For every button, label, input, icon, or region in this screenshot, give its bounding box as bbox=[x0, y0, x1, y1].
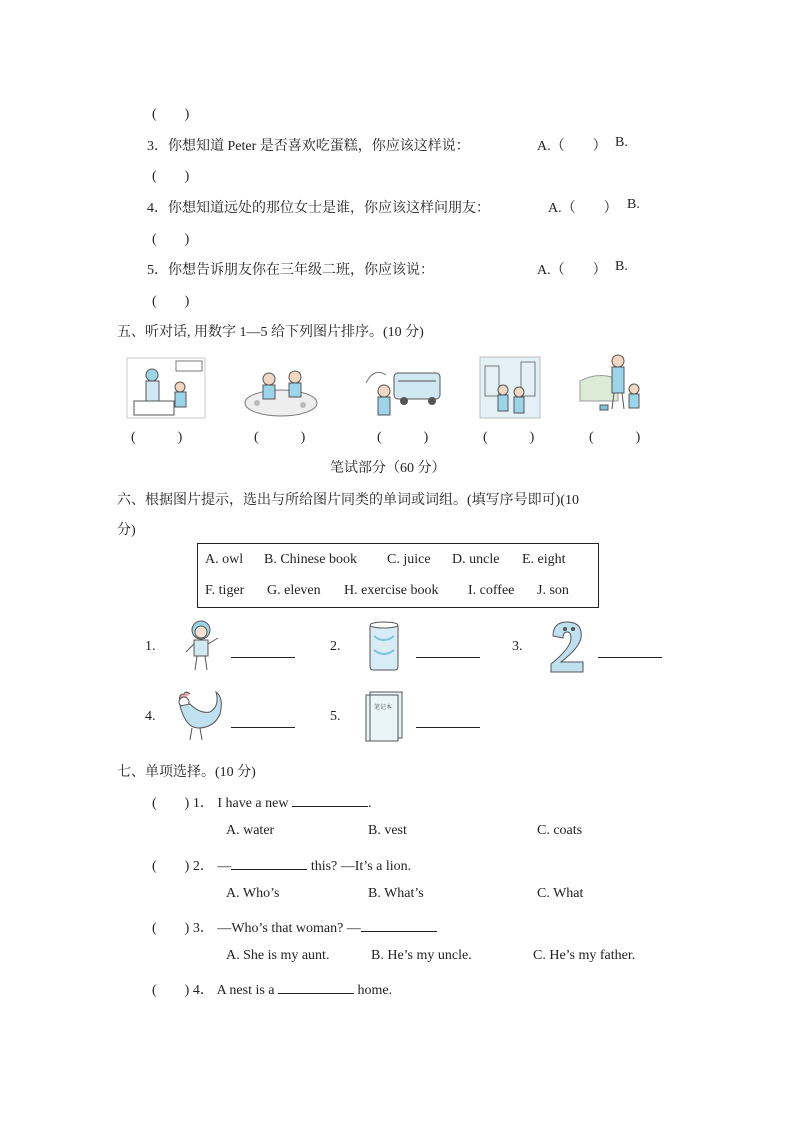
can-picture bbox=[366, 620, 404, 674]
answer-blank-1[interactable] bbox=[231, 656, 295, 658]
question-text: —Who’s that woman? — bbox=[217, 921, 361, 936]
answer-blank-5[interactable] bbox=[416, 726, 480, 728]
option-a-paren[interactable]: A.（ ） bbox=[548, 201, 618, 216]
section-7-title: 七、单项选择。(10 分) bbox=[117, 765, 256, 780]
picture-order-paren-3[interactable]: ( ) bbox=[377, 430, 429, 445]
written-part-heading: 笔试部分（60 分） bbox=[330, 461, 446, 476]
option-a-paren[interactable]: A.（ ） bbox=[537, 139, 607, 154]
word-option: A. owl bbox=[205, 552, 244, 567]
question-text: A nest is a bbox=[216, 983, 275, 998]
item-number: 3. bbox=[512, 639, 523, 654]
answer-paren[interactable]: ( ) 3． bbox=[152, 921, 214, 936]
picture-order-paren-2[interactable]: ( ) bbox=[254, 430, 306, 445]
word-option: F. tiger bbox=[205, 583, 245, 598]
item-number: 4. bbox=[145, 709, 156, 724]
number-two-picture bbox=[547, 620, 589, 674]
choice: B. vest bbox=[368, 823, 407, 838]
question-4-5: 5．你想告诉朋友你在三年级二班，你应该说： bbox=[147, 263, 434, 278]
picture-order-paren-1[interactable]: ( ) bbox=[131, 430, 183, 445]
option-b: B. bbox=[615, 259, 628, 274]
answer-paren[interactable]: ( ) 1． bbox=[152, 796, 214, 811]
choice: A. She is my aunt. bbox=[226, 948, 330, 963]
girl-picture bbox=[182, 618, 222, 674]
question-4-3: 3．你想知道 Peter 是否喜欢吃蛋糕，你应该这样说： bbox=[147, 139, 470, 154]
word-option: H. exercise book bbox=[344, 583, 439, 598]
word-option: B. Chinese book bbox=[264, 552, 357, 567]
word-option: C. juice bbox=[387, 552, 431, 567]
question-text-end: . bbox=[367, 796, 372, 811]
section-5-title: 五、听对话, 用数字 1—5 给下列图片排序。(10 分) bbox=[117, 325, 424, 340]
question-4-4: 4．你想知道远处的那位女士是谁，你应该这样问朋友： bbox=[147, 201, 490, 216]
listening-picture-2 bbox=[241, 365, 321, 420]
choice: C. He’s my father. bbox=[533, 948, 636, 963]
rooster-picture bbox=[170, 688, 226, 744]
choice: C. What bbox=[537, 886, 584, 901]
answer-paren[interactable]: ( ) 2． bbox=[152, 859, 214, 874]
answer-blank-4[interactable] bbox=[231, 726, 295, 728]
fill-blank[interactable] bbox=[292, 805, 368, 807]
word-option: J. son bbox=[537, 583, 569, 598]
question-7-1 bbox=[152, 792, 371, 812]
fill-blank[interactable] bbox=[361, 930, 437, 932]
notebook-picture bbox=[362, 689, 406, 743]
choice: A. Who’s bbox=[226, 886, 280, 901]
item-number: 5. bbox=[330, 709, 341, 724]
option-b: B. bbox=[627, 197, 640, 212]
answer-paren[interactable]: ( ) 4． bbox=[152, 983, 214, 998]
listening-picture-4 bbox=[479, 356, 541, 419]
question-7-3 bbox=[152, 917, 437, 937]
picture-order-paren-4[interactable]: ( ) bbox=[483, 430, 535, 445]
option-b: B. bbox=[615, 135, 628, 150]
choice: C. coats bbox=[537, 823, 583, 838]
word-option: D. uncle bbox=[452, 552, 500, 567]
answer-blank-3[interactable] bbox=[598, 656, 662, 658]
item-number: 2. bbox=[330, 639, 341, 654]
answer-paren[interactable]: ( ) bbox=[152, 107, 190, 122]
answer-paren[interactable]: ( ) bbox=[152, 294, 190, 309]
fill-blank[interactable] bbox=[278, 992, 354, 994]
word-option: I. coffee bbox=[468, 583, 515, 598]
answer-paren[interactable]: ( ) bbox=[152, 169, 190, 184]
answer-blank-2[interactable] bbox=[416, 656, 480, 658]
choice: A. water bbox=[226, 823, 275, 838]
question-7-4 bbox=[152, 979, 392, 999]
question-text-end: this? —It’s a lion. bbox=[310, 859, 412, 874]
question-7-2 bbox=[152, 855, 411, 875]
listening-picture-1 bbox=[126, 357, 206, 419]
question-text: I have a new bbox=[217, 796, 289, 811]
word-option: G. eleven bbox=[267, 583, 321, 598]
listening-picture-5 bbox=[578, 351, 650, 417]
listening-picture-3 bbox=[364, 363, 444, 420]
notebook-label: 笔记本 bbox=[374, 704, 393, 711]
section-6-title-cont: 分) bbox=[117, 523, 136, 538]
choice: B. What’s bbox=[368, 886, 424, 901]
section-6-title: 六、根据图片提示，选出与所给图片同类的单词或词组。(填写序号即可)(10 bbox=[117, 493, 579, 508]
question-text: — bbox=[217, 859, 232, 874]
choice: B. He’s my uncle. bbox=[371, 948, 472, 963]
word-option: E. eight bbox=[522, 552, 566, 567]
answer-paren[interactable]: ( ) bbox=[152, 232, 190, 247]
picture-order-paren-5[interactable]: ( ) bbox=[589, 430, 641, 445]
item-number: 1. bbox=[145, 639, 156, 654]
question-text-end: home. bbox=[357, 983, 393, 998]
option-a-paren[interactable]: A.（ ） bbox=[537, 263, 607, 278]
fill-blank[interactable] bbox=[231, 868, 307, 870]
